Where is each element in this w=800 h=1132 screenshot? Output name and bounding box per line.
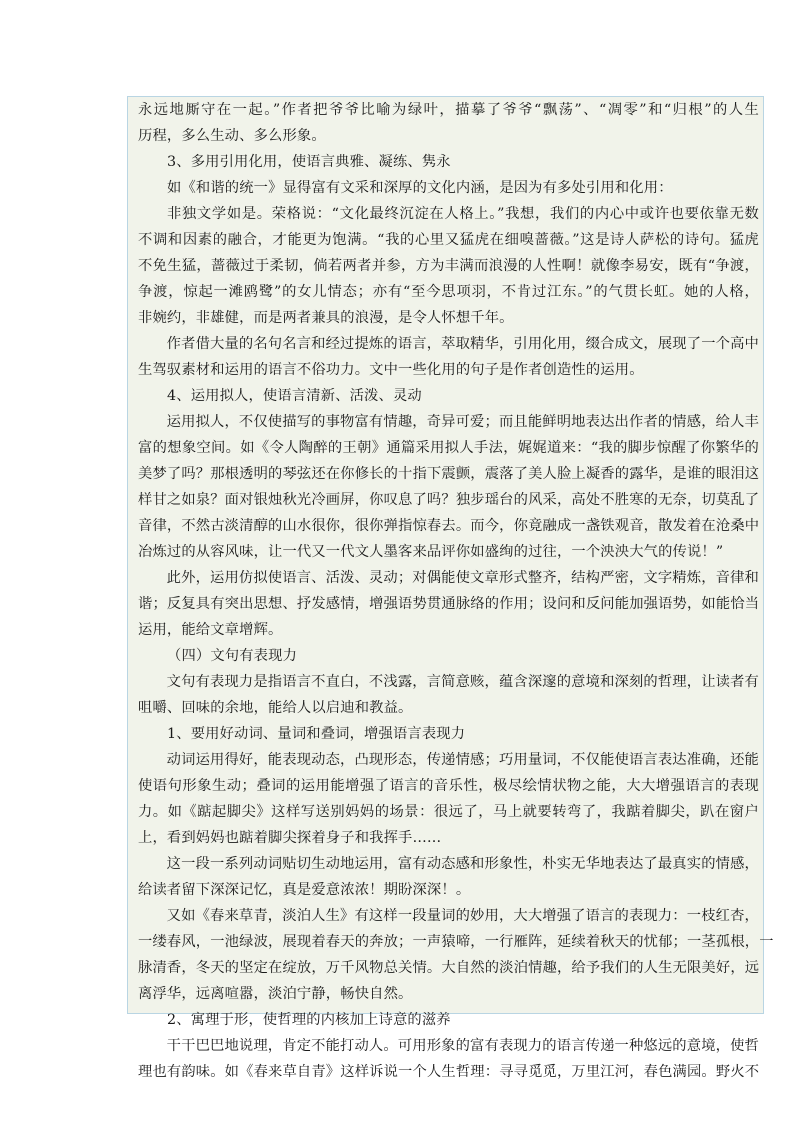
text-line: 不调和因素的融合，才能更为饱满。“我的心里又猛虎在细嗅蔷薇。”这是诗人萨松的诗句。猛虎 <box>138 232 759 248</box>
text-line: 样甘之如泉？面对银烛秋光冷画屏，你叹息了吗？独步瑶台的风采，高处不胜寒的无奈，切莫乱了 <box>138 492 760 508</box>
text-line: 2、寓理于形，使哲理的内核加上诗意的滋养 <box>167 1012 451 1028</box>
text-line: 生驾驭素材和运用的语言不俗功力。文中一些化用的句子是作者创造性的运用。 <box>138 362 644 378</box>
text-line: 美梦了吗？那根透明的琴弦还在你修长的十指下震颤，震落了美人脸上凝香的露华，是谁的眼泪这 <box>138 466 760 482</box>
text-line: 谐；反复具有突出思想、抒发感情，增强语势贯通脉络的作用；设问和反问能加强语势，如能恰当 <box>138 596 760 612</box>
text-line: 这一段一系列动词贴切生动地运用，富有动态感和形象性，朴实无华地表达了最真实的情感， <box>166 856 759 872</box>
text-line: 咀嚼、回味的余地，能给人以启迪和教益。 <box>138 700 413 716</box>
text-line: 干干巴巴地说理，肯定不能打动人。可用形象的富有表现力的语言传递一种悠远的意境，使哲 <box>166 1038 759 1054</box>
text-line: 运用，能给文章增辉。 <box>138 622 283 638</box>
text-line: 如《和谐的统一》显得富有文采和深厚的文化内涵，是因为有多处引用和化用： <box>167 180 673 196</box>
text-line: 非独文学如是。荣格说：“文化最终沉淀在人格上。”我想，我们的内心中或许也要依靠无数 <box>167 206 759 222</box>
text-line: 运用拟人，不仅使描写的事物富有情趣，奇异可爱；而且能鲜明地表达出作者的情感，给人丰 <box>166 414 759 430</box>
text-line: 又如《春来草青，淡泊人生》有这样一段量词的妙用，大大增强了语言的表现力：一枝红杏， <box>166 908 759 924</box>
text-line: 给读者留下深深记忆，真是爱意浓浓！期盼深深！。 <box>138 882 471 898</box>
text-line: 文句有表现力是指语言不直白，不浅露，言简意赅，蕴含深邃的意境和深刻的哲理，让读者有 <box>166 674 759 690</box>
text-line: 脉清香，冬天的坚定在绽放，万千风物总关情。大自然的淡泊情趣，给予我们的人生无限美好，远 <box>138 960 760 976</box>
text-line: 不免生猛，蔷薇过于柔韧，倘若两者并参，方为丰满而浪漫的人性啊！就像李易安，既有“争渡， <box>138 258 759 274</box>
text-line: 1、要用好动词、量词和叠词，增强语言表现力 <box>167 726 466 742</box>
text-line: 上，看到妈妈也踮着脚尖探着身子和我挥手…… <box>138 830 442 846</box>
text-line: 动词运用得好，能表现动态，凸现形态，传递情感；巧用量词，不仅能使语言表达准确，还能 <box>166 752 759 768</box>
text-line: 富的想象空间。如《令人陶醉的王朝》通篇采用拟人手法，娓娓道来：“我的脚步惊醒了你繁华的 <box>138 440 759 456</box>
text-line: 此外，运用仿拟使语言、活泼、灵动；对偶能使文章形式整齐，结构严密，文字精炼，音律和 <box>166 570 759 586</box>
text-line: 永远地厮守在一起。”作者把爷爷比喻为绿叶，描摹了爷爷“飘荡”、“凋零”和“归根”的人生 <box>138 102 759 118</box>
text-line: 作者借大量的名句名言和经过提炼的语言，萃取精华，引用化用，缀合成文，展现了一个高中 <box>166 336 759 352</box>
text-line: 4、运用拟人，使语言清新、活泼、灵动 <box>167 388 422 404</box>
text-line: 非婉约，非雄健，而是两者兼具的浪漫，是令人怀想千年。 <box>138 310 514 326</box>
text-line: 力。如《踮起脚尖》这样写送别妈妈的场景：很远了，马上就要转弯了，我踮着脚尖，趴在窗户 <box>138 804 759 820</box>
text-line: 一缕春风，一池绿波，展现着春天的奔放；一声猿啼，一行雁阵，延续着秋天的忧郁；一茎孤根，一 <box>138 934 774 950</box>
text-line: 理也有韵味。如《春来草自青》这样诉说一个人生哲理：寻寻觅觅，万里江河，春色满园。野火不 <box>138 1064 760 1080</box>
text-line: 历程，多么生动、多么形象。 <box>138 128 326 144</box>
text-line: 争渡，惊起一滩鸥鹭”的女儿情态；亦有“至今思项羽，不肯过江东。”的气贯长虹。她的人格， <box>138 284 759 300</box>
text-line: 冶炼过的从容风味，让一代又一代文人墨客来品评你如盛绚的过往，一个泱泱大气的传说！” <box>138 544 724 560</box>
text-line: 使语句形象生动；叠词的运用能增强了语言的音乐性，极尽绘情状物之能，大大增强语言的表现 <box>138 778 759 794</box>
text-line: 离浮华，远离喧嚣，淡泊宁静，畅快自然。 <box>138 986 413 1002</box>
text-line: 音律，不然古淡清醇的山水很你，很你弹指惊春去。而今，你竟融成一盏铁观音，散发着在沧桑中 <box>138 518 760 534</box>
text-line: （四）文句有表现力 <box>167 648 298 664</box>
article-panel <box>127 96 774 1080</box>
text-line: 3、多用引用化用，使语言典雅、凝练、隽永 <box>167 154 451 170</box>
